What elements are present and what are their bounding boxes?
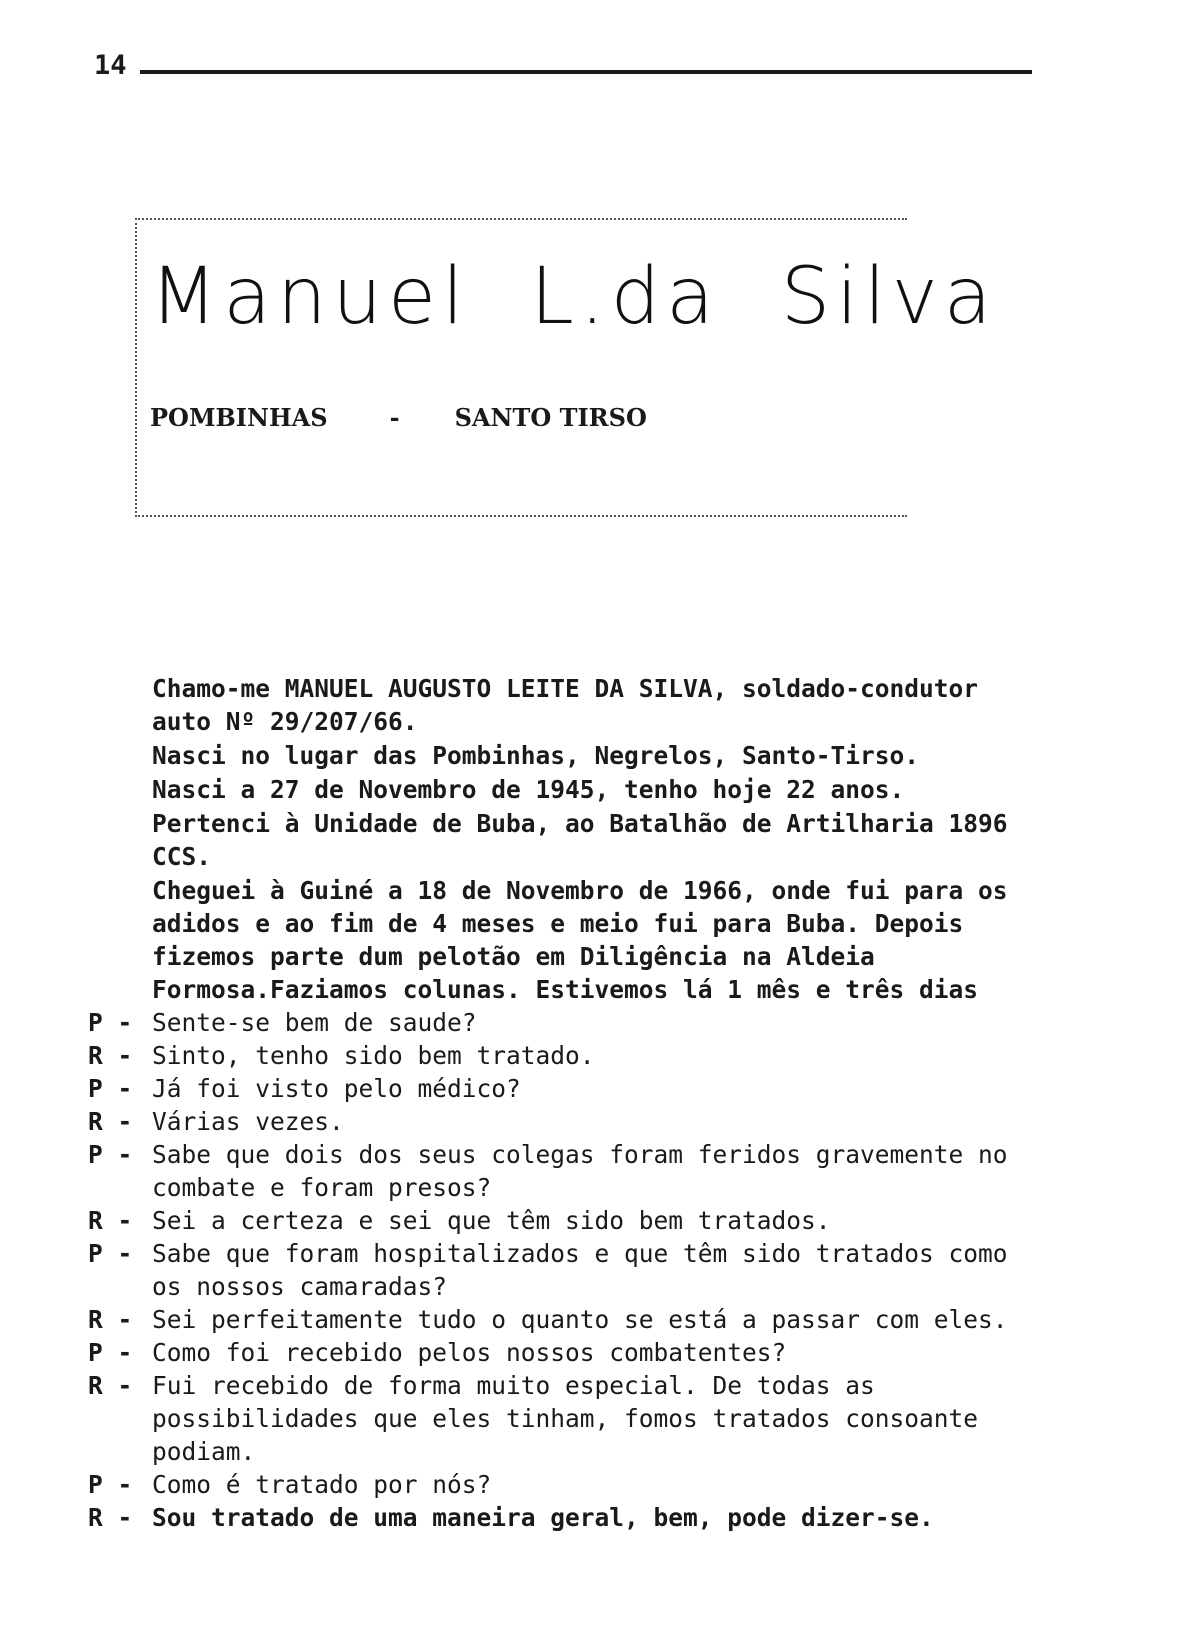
location-separator: -: [389, 403, 400, 432]
answer-row: [88, 1501, 1038, 1534]
answer-text: Sei perfeitamente tudo o quanto se está a passar com eles.: [152, 1305, 1008, 1334]
question-row: [88, 1072, 1038, 1105]
answer-text: Sei a certeza e sei que têm sido bem tratados.: [152, 1206, 831, 1235]
speaker-label: R -: [88, 1305, 133, 1334]
question-row: [88, 1336, 1038, 1369]
question-row: [88, 1006, 1038, 1039]
intro-text: [152, 672, 1032, 1007]
speaker-label: R -: [88, 1206, 133, 1235]
question-text: Sente-se bem de saude?: [152, 1008, 477, 1037]
interview: [88, 1006, 1038, 1534]
answer-row: [88, 1369, 1038, 1468]
question-text: Já foi visto pelo médico?: [152, 1074, 521, 1103]
answer-text: Sinto, tenho sido bem tratado.: [152, 1041, 595, 1070]
intro-paragraph: Nasci no lugar das Pombinhas, Negrelos, Santo-Tirso.: [152, 741, 920, 770]
answer-text: Fui recebido de forma muito especial. De todas as possibilidades que eles tinham, fomos tratados consoante podiam.: [152, 1371, 979, 1466]
answer-text: Várias vezes.: [152, 1107, 344, 1136]
header-rule: [140, 70, 1032, 74]
question-text: Sabe que foram hospitalizados e que têm sido tratados como os nossos camaradas?: [152, 1239, 1008, 1301]
speaker-label: R -: [88, 1371, 133, 1400]
answer-row: [88, 1039, 1038, 1072]
speaker-label: P -: [88, 1338, 133, 1367]
page-number: 14: [94, 50, 127, 81]
speaker-label: R -: [88, 1041, 133, 1070]
question-text: Como é tratado por nós?: [152, 1470, 492, 1499]
question-row: [88, 1138, 1038, 1204]
speaker-label: P -: [88, 1239, 133, 1268]
intro-paragraph: Cheguei à Guiné a 18 de Novembro de 1966, onde fui para os adidos e ao fim de 4 meses e meio fui para Buba. Depois fizemos parte dum pelotão em Diligência na Aldeia Formosa.Faziamos colunas. Estivemos lá 1 mês e três dias: [152, 876, 1008, 1004]
name-heading: Manuel L.da Silva: [150, 252, 998, 342]
answer-row: [88, 1105, 1038, 1138]
speaker-label: P -: [88, 1140, 133, 1169]
answer-text: Sou tratado de uma maneira geral, bem, pode dizer-se.: [152, 1503, 934, 1532]
speaker-label: R -: [88, 1107, 133, 1136]
intro-paragraph: Chamo-me MANUEL AUGUSTO LEITE DA SILVA, soldado-condutor auto Nº 29/207/66.: [152, 674, 979, 736]
intro-paragraph: Nasci a 27 de Novembro de 1945, tenho hoje 22 anos.: [152, 775, 905, 804]
speaker-label: P -: [88, 1470, 133, 1499]
question-text: Sabe que dois dos seus colegas foram feridos gravemente no combate e foram presos?: [152, 1140, 1008, 1202]
speaker-label: R -: [88, 1503, 133, 1532]
question-row: [88, 1468, 1038, 1501]
intro-paragraph: Pertenci à Unidade de Buba, ao Batalhão de Artilharia 1896 CCS.: [152, 809, 1008, 871]
location-line: [150, 403, 647, 432]
location-place: POMBINHAS: [150, 403, 328, 432]
answer-row: [88, 1204, 1038, 1237]
speaker-label: P -: [88, 1008, 133, 1037]
speaker-label: P -: [88, 1074, 133, 1103]
location-town: SANTO TIRSO: [454, 403, 647, 432]
question-text: Como foi recebido pelos nossos combatentes?: [152, 1338, 787, 1367]
answer-row: [88, 1303, 1038, 1336]
question-row: [88, 1237, 1038, 1303]
